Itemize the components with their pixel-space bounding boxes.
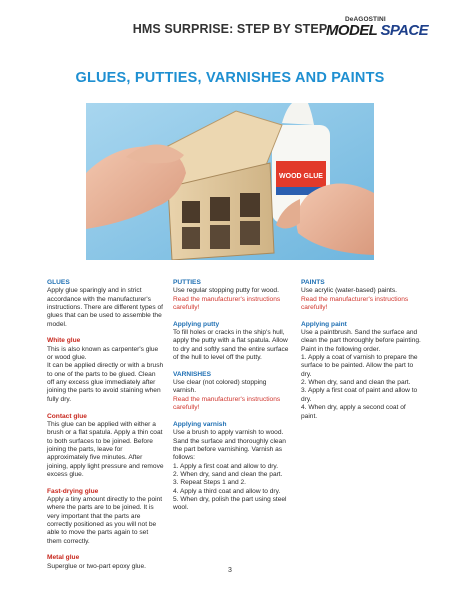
varnish-step: 1. Apply a first coat and allow to dry. [173, 462, 279, 470]
applying-putty-text: To fill holes or cracks in the ship's hull, apply the putty with a flat spatula. Allow to dry and softly sand the entire surface of the hull to level off the putty. [173, 329, 289, 362]
varnish-step: 5. When dry, polish the part using steel wool. [173, 495, 287, 512]
subheading-applying-putty: Applying putty [173, 320, 220, 328]
paints-text: Use acrylic (water-based) paints. [301, 287, 398, 295]
column-glues [47, 279, 164, 571]
glues-text: Apply glue sparingly and in strict accordance with the manufacturer's instructions. There are different types of glues that can be used to assemble the model. [47, 287, 163, 328]
brand-logo [326, 16, 436, 48]
paint-step: 3. Apply a first coat of paint and allow to dry. [301, 387, 418, 403]
paints-warning: Read the manufacturer's instructions carefully! [301, 295, 409, 312]
subheading-white-glue: White glue [47, 337, 81, 345]
varnish-step: 3. Repeat Steps 1 and 2. [173, 479, 246, 487]
varnish-step: 2. When dry, sand and clean the part. [173, 470, 283, 478]
subheading-contact-glue: Contact glue [47, 412, 87, 420]
varnishes-text: Use clear (not colored) stopping varnish. [173, 379, 267, 395]
page-title: GLUES, PUTTIES, VARNISHES AND PAINTS [75, 70, 385, 86]
paint-step: 4. When dry, apply a second coat of paint. [301, 404, 406, 420]
varnish-step: 4. Apply a third coat and allow to dry. [173, 487, 281, 495]
paint-step: 2. When dry, sand and clean the part. [301, 379, 411, 387]
section-heading-glues: GLUES [47, 279, 70, 286]
white-glue-text-2: It can be applied directly or with a brush to one of the parts to be glued. Clean off any excess glue immediately after joining the parts to avoid staining when fully dry. [47, 362, 164, 403]
white-glue-text-1: This is also known as carpenter's glue or wood glue. [47, 345, 159, 362]
bottle-label: WOOD GLUE [279, 173, 323, 180]
publisher-name: DeAGOSTINI [345, 16, 386, 23]
section-heading-varnishes: VARNISHES [173, 370, 211, 378]
subheading-fast-drying-glue: Fast-drying glue [47, 487, 99, 495]
subheading-metal-glue: Metal glue [47, 554, 80, 562]
page-number: 3 [228, 567, 232, 574]
contact-glue-text: This glue can be applied with either a brush or a flat spatula. Apply a thin coat to both surfaces to be joined. Before joining the parts, leave for approximately five minutes. After joining, apply light pressure and remove excess glue. [47, 420, 164, 478]
applying-paint-intro: Use a paintbrush. Sand the surface and clean the part thoroughly before painting. Paint in the following order. [301, 329, 421, 353]
section-heading-paints: PAINTS [301, 279, 325, 286]
varnishes-warning: Read the manufacturer's instructions carefully! [173, 395, 281, 412]
putties-warning: Read the manufacturer's instructions carefully! [173, 295, 281, 312]
applying-varnish-intro: Use a brush to apply varnish to wood. Sand the surface and thoroughly clean the part before varnishing. Varnish as follows: [173, 429, 286, 462]
brand-name: MODEL SPACE [326, 22, 429, 39]
paint-step: 1. Apply a coat of varnish to prepare the surface to be painted. Allow the part to dry. [301, 354, 418, 378]
section-heading-putties: PUTTIES [173, 279, 201, 286]
metal-glue-text: Superglue or two-part epoxy glue. [47, 562, 146, 570]
fast-drying-glue-text: Apply a tiny amount directly to the point where the parts are to be joined. It is very important that the parts are correctly positioned as you will not be able to move the parts again to set them correctly. [47, 495, 163, 545]
glue-photo [86, 103, 374, 260]
putties-text: Use regular stopping putty for wood. [173, 287, 279, 295]
subheading-applying-paint: Applying paint [301, 320, 347, 328]
column-putties-varnishes [173, 279, 290, 513]
column-paints [301, 279, 421, 421]
series-title: HMS SURPRISE: STEP BY STEP [132, 22, 328, 36]
subheading-applying-varnish: Applying varnish [173, 420, 227, 428]
